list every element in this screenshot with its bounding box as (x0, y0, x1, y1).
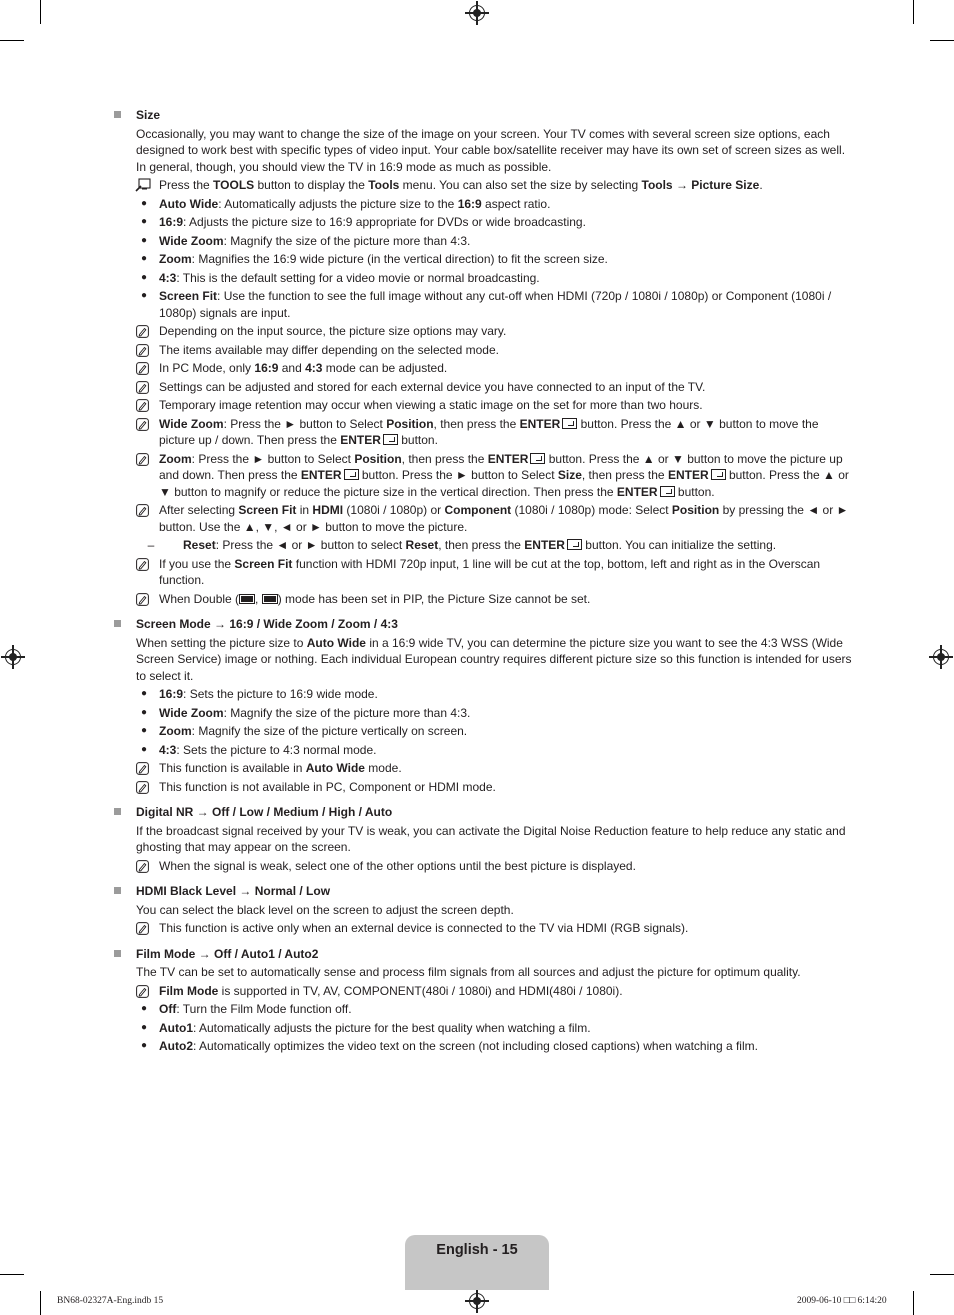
registration-mark-icon (933, 649, 949, 665)
bullet-icon: ● (140, 216, 148, 227)
item-text: You can select the black level on the screen to adjust the screen depth. (136, 902, 514, 917)
note-item (113, 591, 853, 608)
item-text: In PC Mode, only 16:9 and 4:3 mode can be adjusted. (159, 361, 448, 375)
note-item (113, 451, 853, 501)
tools-icon (135, 178, 151, 192)
item-text: Wide Zoom: Press the ► button to Select Position, then press the ENTER button. Press the ▲ or ▼ button to move the picture up / down. Then press the ENTER button. (159, 416, 819, 447)
note-icon (136, 362, 149, 375)
bullet-icon: ● (140, 1040, 148, 1051)
bullet-item (113, 705, 853, 722)
crop-mark (913, 0, 914, 24)
item-text: Film Mode is supported in TV, AV, COMPONENT(480i / 1080i) and HDMI(480i / 1080i). (159, 983, 623, 998)
item-text: Auto Wide: Automatically adjusts the picture size to the 16:9 aspect ratio. (159, 196, 551, 211)
note-item (113, 379, 853, 396)
note-icon (136, 922, 149, 935)
crop-mark (930, 1274, 954, 1275)
item-text: 16:9: Adjusts the picture size to 16:9 appropriate for DVDs or wide broadcasting. (159, 215, 586, 229)
bullet-icon: ● (140, 743, 148, 755)
print-slug-file: BN68-02327A-Eng.indb 15 (57, 1296, 164, 1306)
note-icon (136, 781, 149, 794)
item-text: The items available may differ depending on the selected mode. (159, 342, 499, 357)
section-title: HDMI Black Level → Normal / Low (136, 884, 331, 898)
item-text: Temporary image retention may occur when viewing a static image on the set for more than two hours. (159, 398, 703, 412)
section-heading (113, 616, 853, 633)
bullet-item (113, 1001, 853, 1018)
note-icon (136, 593, 149, 606)
item-text: Wide Zoom: Magnify the size of the picture more than 4:3. (159, 233, 471, 248)
paragraph (113, 635, 853, 685)
square-bullet-icon (114, 620, 121, 627)
bullet-item (113, 686, 853, 703)
bullet-item (113, 1038, 853, 1055)
item-text: Auto1: Automatically adjusts the picture for the best quality when watching a film. (159, 1020, 591, 1035)
item-text: 4:3: Sets the picture to 4:3 normal mode. (159, 742, 377, 757)
note-icon (136, 762, 149, 775)
note-item (113, 323, 853, 340)
section-title: Screen Mode → 16:9 / Wide Zoom / Zoom / 4:3 (136, 617, 398, 631)
section (113, 946, 853, 1055)
square-bullet-icon (114, 887, 121, 894)
dash-icon: – (147, 538, 155, 552)
item-text: Screen Fit: Use the function to see the full image without any cut-off when HDMI (720p / 1080i / 1080p) or Component (1080i / 1080p) signals are input. (159, 289, 832, 320)
item-text: Reset: Press the ◄ or ► button to select Reset, then press the ENTER button. You can initialize the setting. (183, 538, 777, 552)
crop-mark (40, 1291, 41, 1315)
note-item (113, 760, 853, 777)
bullet-icon: ● (140, 1021, 148, 1033)
note-item (113, 858, 853, 875)
item-text: Wide Zoom: Magnify the size of the picture more than 4:3. (159, 705, 471, 720)
square-bullet-icon (114, 808, 121, 815)
bullet-item (113, 251, 853, 268)
bullet-item (113, 742, 853, 759)
registration-mark-icon (469, 5, 485, 21)
crop-mark (930, 40, 954, 41)
paragraph (113, 126, 853, 176)
square-bullet-icon (114, 111, 121, 118)
bullet-item (113, 1020, 853, 1037)
crop-mark (0, 1274, 24, 1275)
note-item (113, 342, 853, 359)
item-text: Occasionally, you may want to change the size of the image on your screen. Your TV comes with several screen size options, each designed to work best with specific types of video input. Your cable box/satellite receiver may have its own set of screen sizes as well. In general, though, you should view the TV in 16:9 mode as much as possible. (136, 126, 846, 174)
note-icon (136, 344, 149, 357)
section-title: Film Mode → Off / Auto1 / Auto2 (136, 946, 319, 961)
note-icon (136, 418, 149, 431)
manual-content (113, 107, 853, 1064)
section-heading (113, 946, 853, 963)
item-text: This function is available in Auto Wide mode. (159, 761, 402, 775)
item-text: After selecting Screen Fit in HDMI (1080i / 1080p) or Component (1080i / 1080p) mode: Select Position by pressing the ◄ or ► button. Use the ▲, ▼, ◄ or ► button to move the picture. (159, 503, 849, 534)
item-text: Zoom: Magnify the size of the picture vertically on screen. (159, 724, 468, 738)
bullet-icon: ● (140, 253, 148, 264)
note-item (113, 502, 853, 535)
bullet-item (113, 233, 853, 250)
item-text: This function is not available in PC, Component or HDMI mode. (159, 779, 496, 794)
bullet-icon: ● (140, 271, 148, 283)
crop-mark (913, 1291, 914, 1315)
section (113, 616, 853, 795)
item-text: Depending on the input source, the picture size options may vary. (159, 324, 507, 338)
section (113, 883, 853, 937)
crop-mark (0, 40, 24, 41)
item-text: If you use the Screen Fit function with HDMI 720p input, 1 line will be cut at the top, bottom, left and right as in the Overscan function. (159, 556, 821, 587)
bullet-icon: ● (140, 688, 148, 699)
note-item (113, 397, 853, 414)
note-item (113, 556, 853, 589)
item-text: Press the TOOLS button to display the Tools menu. You can also set the size by selecting Tools → Picture Size. (159, 178, 763, 192)
section (113, 107, 853, 607)
registration-mark-icon (5, 649, 21, 665)
section-title: Digital NR → Off / Low / Medium / High / Auto (136, 805, 393, 819)
item-text: Zoom: Press the ► button to Select Position, then press the ENTER button. Press the ▲ or ▼ button to move the picture up and down. Then press the ENTER button. Press the ► button to Select Size, then press the ENTER button. Press the ▲ or ▼ button to magnify or reduce the picture size in the vertical direction. Then press the ENTER button. (159, 451, 849, 499)
bullet-icon: ● (140, 197, 148, 209)
paragraph (113, 902, 853, 919)
item-text: 16:9: Sets the picture to 16:9 wide mode. (159, 687, 378, 701)
section-title: Size (136, 108, 161, 122)
paragraph (113, 964, 853, 981)
note-icon (136, 860, 149, 873)
item-text: When setting the picture size to Auto Wide in a 16:9 wide TV, you can determine the picture size you want to see the 4:3 WSS (Wide Screen Service) image or nothing. Each individual European country requires different picture size so this function is intended for users to select it. (136, 635, 852, 683)
item-text: Settings can be adjusted and stored for each external device you have connected to an input of the TV. (159, 379, 706, 394)
page-number: English - 15 (436, 1242, 518, 1258)
note-icon (136, 558, 149, 571)
item-text: 4:3: This is the default setting for a video movie or normal broadcasting. (159, 270, 540, 285)
bullet-icon: ● (140, 1003, 148, 1014)
bullet-item (113, 270, 853, 287)
item-text: Zoom: Magnifies the 16:9 wide picture (in the vertical direction) to fit the screen size. (159, 252, 608, 266)
section-heading (113, 804, 853, 821)
note-icon (136, 381, 149, 394)
square-bullet-icon (114, 950, 121, 957)
print-slug-date: 2009-06-10 □□ 6:14:20 (797, 1296, 887, 1306)
bullet-item (113, 214, 853, 231)
dash-item (113, 537, 853, 554)
item-text: The TV can be set to automatically sense and process film signals from all sources and adjust the picture for optimum quality. (136, 965, 801, 979)
item-text: When the signal is weak, select one of the other options until the best picture is displayed. (159, 858, 636, 873)
note-icon (136, 504, 149, 517)
note-icon (136, 985, 149, 998)
bullet-icon: ● (140, 706, 148, 718)
crop-mark (40, 0, 41, 24)
note-icon (136, 453, 149, 466)
bullet-item (113, 196, 853, 213)
item-text: If the broadcast signal received by your TV is weak, you can activate the Digital Noise Reduction feature to help reduce any static and ghosting that may appear on the screen. (136, 823, 846, 854)
bullet-item (113, 723, 853, 740)
section-heading (113, 883, 853, 900)
item-text: When Double ( , ) mode has been set in PIP, the Picture Size cannot be set. (159, 591, 591, 606)
bullet-icon: ● (140, 290, 148, 301)
bullet-icon: ● (140, 234, 148, 246)
item-text: This function is active only when an external device is connected to the TV via HDMI (RGB signals). (159, 921, 689, 935)
note-icon (136, 325, 149, 338)
paragraph (113, 823, 853, 856)
bullet-icon: ● (140, 725, 148, 736)
section (113, 804, 853, 874)
note-item (113, 360, 853, 377)
note-icon (136, 399, 149, 412)
note-item (113, 920, 853, 937)
item-text: Auto2: Automatically optimizes the video text on the screen (not including closed captions) when watching a film. (159, 1039, 758, 1053)
tools-item (113, 177, 853, 194)
item-text: Off: Turn the Film Mode function off. (159, 1002, 352, 1016)
registration-mark-icon (469, 1293, 485, 1309)
note-item (113, 779, 853, 796)
note-item (113, 416, 853, 449)
bullet-item (113, 288, 853, 321)
note-item (113, 983, 853, 1000)
section-heading (113, 107, 853, 124)
